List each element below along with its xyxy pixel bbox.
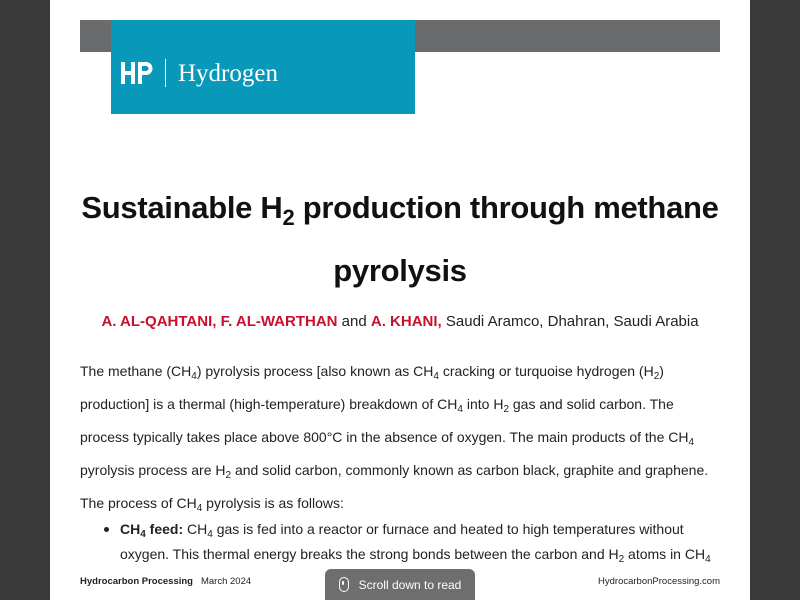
header-logo-banner: [111, 20, 415, 114]
footer-publication: [80, 576, 251, 587]
scroll-hint-label: Scroll down to read: [358, 577, 462, 592]
footer-website[interactable]: HydrocarbonProcessing.com: [598, 576, 720, 587]
scroll-down-button[interactable]: [325, 569, 475, 600]
bullet-item-ch4-feed: [120, 518, 720, 568]
bullet-dot-icon: [104, 527, 109, 532]
article-title: [80, 178, 720, 301]
logo-divider: [165, 59, 166, 87]
bullet-text: $CH_4$ gas is fed into a reactor or furnace and heated to high temperatures without oxygen. This thermal energy breaks the strong bonds between the carbon and $H_2$ atoms in $CH_4$: [120, 521, 711, 565]
author-names-2: A. KHANI,: [370, 313, 442, 330]
title-subscript: 2: [282, 205, 295, 230]
bullet-label: $CH_4$ feed:: [120, 521, 184, 540]
footer-publication-name: Hydrocarbon Processing: [80, 576, 193, 587]
mouse-icon: [339, 577, 349, 592]
author-names-1: A. AL-QAHTANI, F. AL-WARTHAN: [101, 313, 338, 330]
author-affiliation: Saudi Aramco, Dhahran, Saudi Arabia: [441, 313, 699, 330]
author-and: and: [337, 313, 371, 330]
logo-wordmark: Hydrogen: [178, 60, 278, 87]
document-page: [50, 0, 750, 600]
author-line: [80, 313, 720, 330]
hp-logo-icon: [121, 62, 153, 84]
title-text-2: production through methane pyrolysis: [294, 190, 719, 288]
footer-date: March 2024: [200, 576, 252, 587]
title-text-1: Sustainable H: [81, 190, 283, 225]
intro-paragraph: The methane $(CH_4)$ pyrolysis process [also known as $CH_4$ cracking or turquoise hydrogen $(H_2)$ production] is a thermal (high-temperature) breakdown of $CH_4$ into $H_2$ gas and solid carbon. The process typically takes place above 800°C in the absence of oxygen. The main products of the $CH_4$ pyrolysis process are $H_2$ and solid carbon, commonly known as carbon black, graphite and graphene. The process of $CH_4$ pyrolysis is as follows:: [80, 363, 709, 514]
